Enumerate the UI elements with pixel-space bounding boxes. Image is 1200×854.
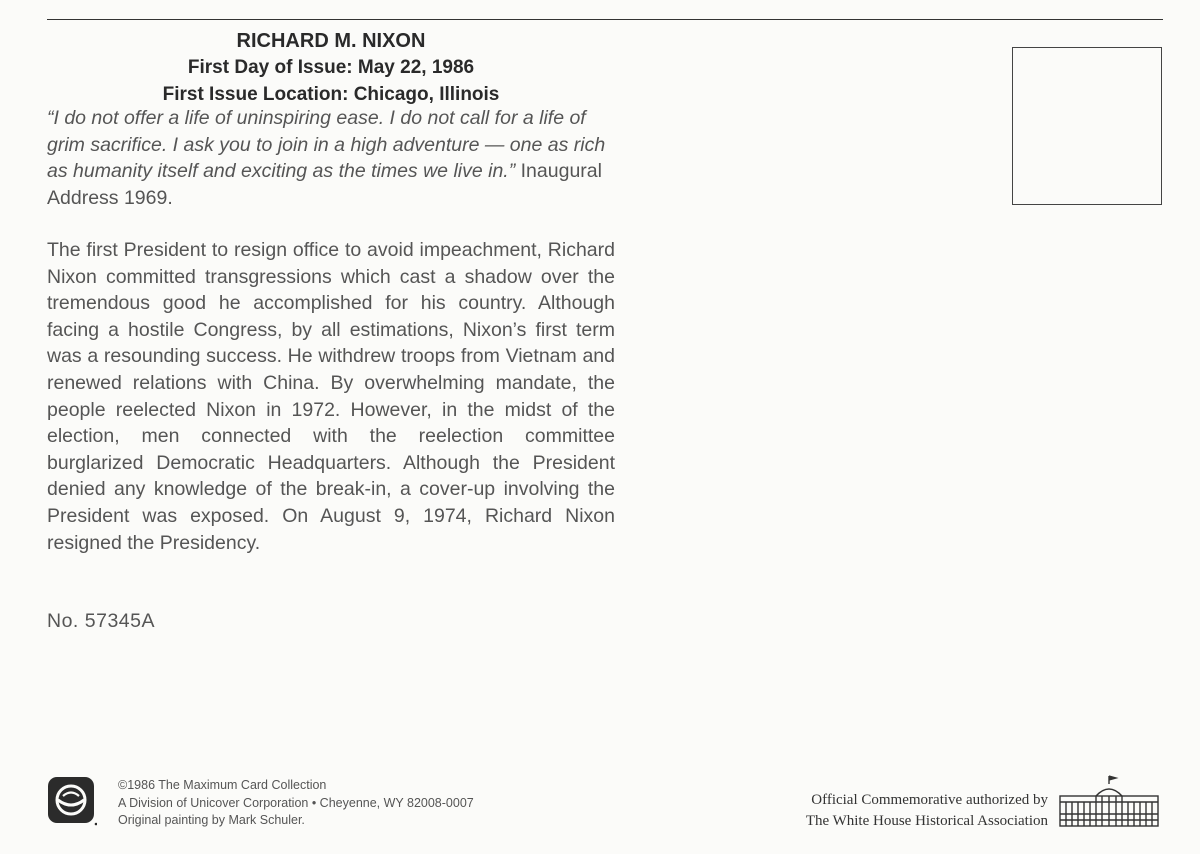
top-divider [47, 19, 1163, 20]
card-header [47, 28, 615, 108]
card-number: No. 57345A [47, 610, 155, 632]
unicover-logo-icon [47, 776, 97, 826]
president-name: RICHARD M. NIXON [236, 30, 426, 52]
stamp-placeholder-box [1012, 47, 1162, 205]
quote-source: Inaugural Address 1969. [47, 160, 602, 209]
publisher-credits [118, 777, 474, 830]
first-day-of-issue: First Day of Issue: May 22, 1986 [187, 57, 475, 78]
biography-paragraph: The first President to resign office to avoid impeachment, Richard Nixon committed transgressions which cast a shadow over the tremendous good he accomplished for his country. Although facing a hostile Congress, by all estimations, Nixon’s first term was a resounding success. He withdrew troops from Vietnam and renewed relations with China. By overwhelming mandate, the people reelected Nixon in 1972. However, in the midst of the election, men connected with the reelection committee burglarized Democratic Headquarters. Although the President denied any knowledge of the break-in, a cover-up involving the President was exposed. On August 9, 1974, Richard Nixon resigned the Presidency. [47, 239, 615, 554]
publisher-address-line: A Division of Unicover Corporation • Cheyenne, WY 82008-0007 [118, 795, 474, 810]
official-line-1: Official Commemorative authorized by [811, 792, 1048, 808]
painting-credit-line: Original painting by Mark Schuler. [118, 813, 305, 827]
quote-text: “I do not offer a life of uninspiring ease. I do not call for a life of grim sacrifice. I ask you to join in a high adventure — one as rich as humanity itself and exciting as the times we live in.” [47, 107, 606, 182]
copyright-line: ©1986 The Maximum Card Collection [118, 778, 327, 792]
official-line-2: The White House Historical Association [805, 813, 1048, 829]
white-house-icon [1058, 774, 1160, 828]
official-commemorative-note [740, 790, 1048, 832]
inaugural-quote [47, 105, 622, 211]
first-issue-location: First Issue Location: Chicago, Illinois [162, 84, 500, 105]
